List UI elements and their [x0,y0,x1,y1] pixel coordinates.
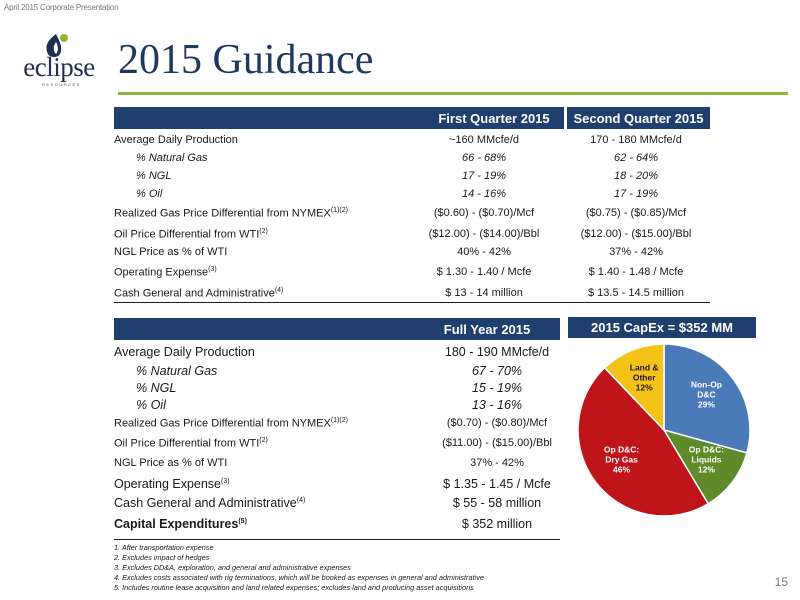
footnote: 3. Excludes DD&A, exploration, and general and administrative expenses [114,563,351,572]
footnote: 2. Excludes impact of hedges [114,553,210,562]
table-row [114,207,710,225]
logo-wordmark: eclipse [23,52,95,82]
table-row [114,345,560,363]
capex-pie-chart [576,342,752,518]
table-row [114,246,710,264]
eclipse-logo [14,24,104,87]
table-row [114,398,560,416]
pie-label: Op D&C: Dry Gas 46% [603,444,640,475]
pie-label: Land & Other 12% [629,362,659,393]
row-label: Operating Expense$^{(3)}$ [114,477,230,491]
second-quarter-value: ($0.75) - ($0.85)/Mcf [585,207,687,219]
table-row [114,188,710,206]
full-year-value: 13 - 16% [471,398,523,412]
table-row [114,457,560,475]
second-quarter-value: 37% - 42% [609,246,663,258]
table-row [114,496,560,514]
capex-title: 2015 CapEx = $352 MM [568,317,756,338]
first-quarter-value: 66 - 68% [461,152,507,164]
table-row [114,266,710,284]
row-label: Operating Expense$^{(3)}$ [114,266,217,279]
row-label: Cash General and Administrative$^{(4)}$ [114,496,306,510]
row-label: % Natural Gas [136,152,208,164]
full-year-table-rule [114,539,560,540]
full-year-value: 67 - 70% [471,364,523,378]
table-row [114,228,710,246]
row-label: % NGL [136,170,172,182]
col-second-quarter: Second Quarter 2015 [573,110,704,126]
table-row [114,152,710,170]
second-quarter-value: ($12.00) - ($15.00)/Bbl [580,228,692,240]
row-label: Realized Gas Price Differential from $NYMEX^{(1)(2)}$ [114,417,348,430]
presentation-date-note: April 2015 Corporate Presentation [4,3,119,12]
second-quarter-value: 17 - 19% [613,188,659,200]
table-row [114,517,560,535]
row-label: Capital Expenditures$^{(5)}$ [114,517,247,531]
first-quarter-value: 14 - 16% [461,188,507,200]
row-label: % Natural Gas [136,364,218,378]
row-label: Realized Gas Price Differential from $NYMEX^{(1)(2)}$ [114,207,348,220]
second-quarter-value: 170 - 180 MMcfe/d [590,134,682,146]
first-quarter-value: $ 13 - 14 million [445,287,523,299]
row-label: % Oil [136,398,166,412]
row-label: NGL Price as % of WTI [114,457,228,469]
table-row [114,381,560,399]
table-row [114,364,560,382]
table-row [114,134,710,152]
full-year-value: $ 55 - 58 million [452,496,542,510]
first-quarter-value: ($12.00) - ($14.00)/Bbl [428,228,540,240]
full-year-header-bar [114,318,560,340]
footnote: 5. Includes routine lease acquisition and land related expenses; excludes land and producing asset acquisitions [114,583,474,592]
full-year-value: 37% - 42% [470,457,524,469]
col-full-year: Full Year 2015 [443,321,531,337]
page-title: 2015 Guidance [118,37,374,83]
row-label: Average Daily Production [114,134,238,146]
second-quarter-value: $ 13.5 - 14.5 million [588,287,684,299]
quarterly-table-rule [114,302,710,303]
row-label: Oil Price Differential from WTI$^{(2)}$ [114,228,268,241]
full-year-value: $ 1.35 - 1.45 / Mcfe [443,477,551,491]
table-row [114,477,560,495]
row-label: Oil Price Differential from WTI$^{(2)}$ [114,437,268,450]
first-quarter-value: $ 1.30 - 1.40 / Mcfe [436,266,532,278]
pie-label: Op D&C: Liquids 12% [688,444,725,475]
table-row [114,170,710,188]
logo-subtext: RESOURCES [42,82,81,87]
pie-label: Non-Op D&C 29% [690,379,723,410]
footnote: 4. Excludes costs associated with rig terminations, which will be booked as expenses in general and administrative [114,573,484,582]
first-quarter-value: 40% - 42% [457,246,511,258]
first-quarter-value: 17 - 19% [461,170,507,182]
first-quarter-value: ($0.60) - ($0.70)/Mcf [433,207,535,219]
second-quarter-value: 62 - 64% [613,152,659,164]
row-label: Cash General and Administrative$^{(4)}$ [114,287,284,300]
footnote: 1. After transportation expense [114,543,214,552]
second-quarter-value: $ 1.40 - 1.48 / Mcfe [588,266,684,278]
full-year-value: ($11.00) - ($15.00)/Bbl [442,437,552,449]
col-first-quarter: First Quarter 2015 [438,110,550,126]
second-quarter-value: 18 - 20% [613,170,659,182]
title-rule [118,92,788,95]
page-number: 15 [774,575,788,589]
row-label: % Oil [136,188,163,200]
row-label: % NGL [136,381,177,395]
quarterly-header-bar [114,107,710,129]
full-year-value: $ 352 million [461,517,533,531]
row-label: Average Daily Production [114,345,255,359]
full-year-value: 180 - 190 MMcfe/d [444,345,550,359]
table-row [114,437,560,455]
full-year-value: ($0.70) - ($0.80)/Mcf [446,417,548,429]
full-year-value: 15 - 19% [471,381,523,395]
first-quarter-value: ~160 MMcfe/d [448,134,519,146]
table-row [114,417,560,435]
row-label: NGL Price as % of WTI [114,246,228,258]
